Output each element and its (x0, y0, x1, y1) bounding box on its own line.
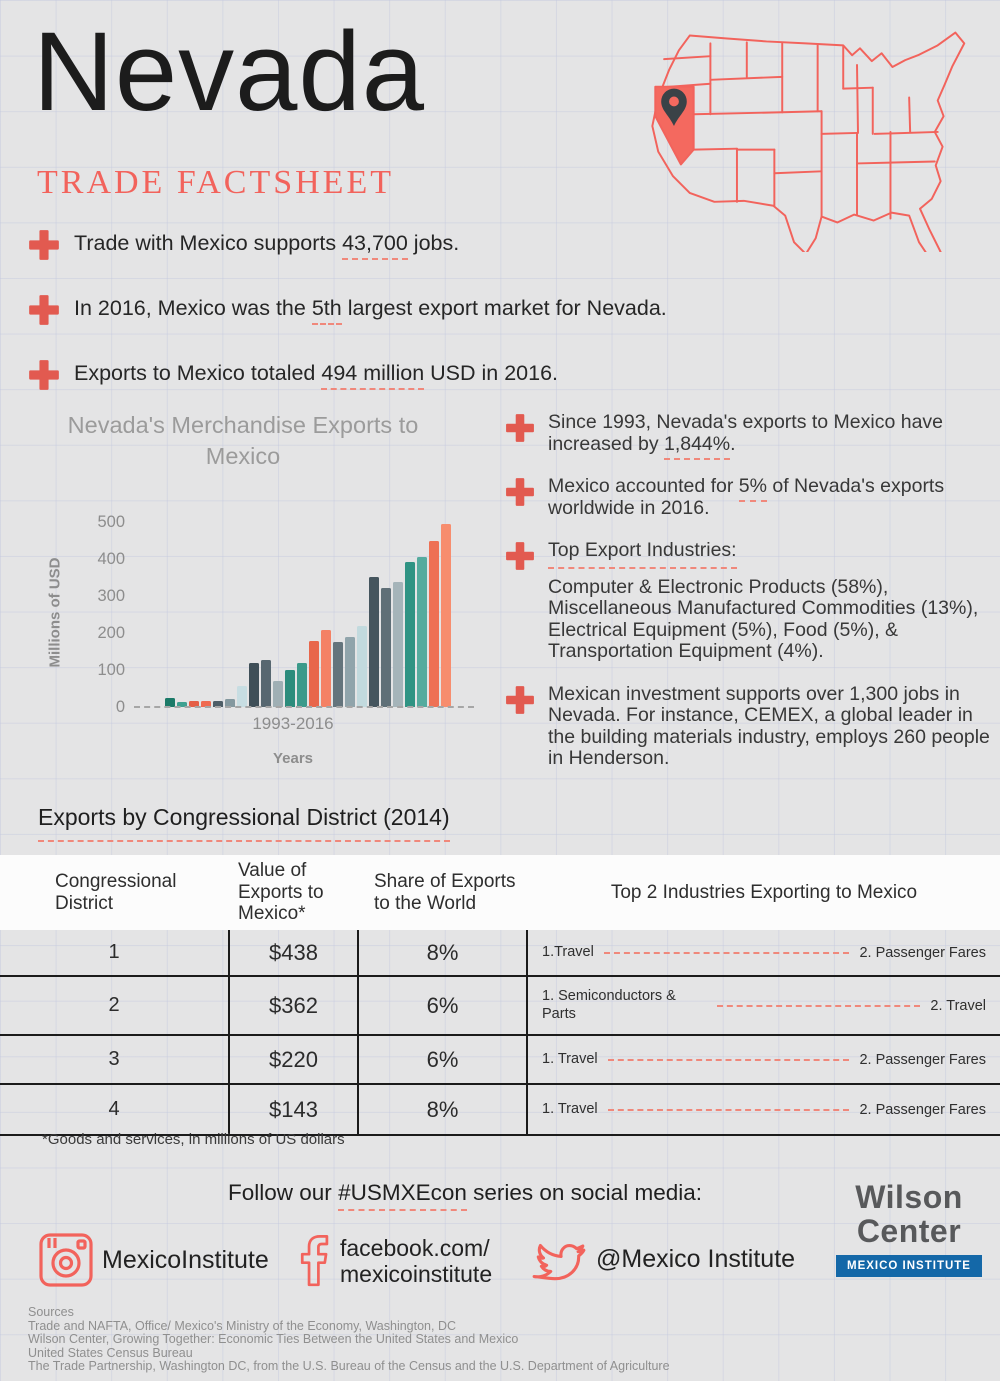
value-cell: $438 (230, 930, 359, 975)
district-table-body (0, 930, 1000, 1136)
facebook-link[interactable] (298, 1230, 492, 1292)
plus-icon (505, 685, 535, 720)
table-row-district-2 (0, 977, 1000, 1036)
chart-y-ticks (63, 513, 125, 716)
bar-1999 (237, 686, 247, 707)
source-line-2: Wilson Center, Growing Together: Economic Ties Between the United States and Mexico (28, 1332, 519, 1346)
y-tick-0: 0 (115, 698, 125, 716)
twitter-icon (530, 1233, 588, 1285)
industry-1: 1.Travel (542, 943, 594, 960)
bar-2015 (429, 541, 439, 707)
page-title: Nevada (33, 9, 426, 134)
dashed-connector (608, 1059, 850, 1061)
sources-title: Sources (28, 1305, 74, 1319)
industry-2: 2. Travel (930, 997, 986, 1014)
share-cell: 6% (359, 977, 528, 1034)
key-fact-text: In 2016, Mexico was the 5th largest export market for Nevada. (74, 293, 667, 324)
industry-1: 1. Travel (542, 1100, 598, 1117)
page-subtitle: TRADE FACTSHEET (37, 164, 394, 201)
instagram-link[interactable] (38, 1232, 269, 1288)
chart-x-axis-label: Years (272, 750, 314, 767)
bar-2014 (417, 557, 427, 707)
header-value-of-exports: Value of Exports to Mexico* (238, 859, 324, 925)
header-congressional-district: Congressional District (55, 870, 177, 914)
chart-y-axis-label: Millions of USD (46, 557, 64, 668)
bar-2008 (345, 637, 355, 707)
side-facts (505, 412, 991, 791)
side-fact-share (505, 476, 991, 519)
key-fact-export-total (28, 358, 958, 396)
bar-2005 (309, 641, 319, 707)
hashtag: #USMXEcon (338, 1180, 467, 1211)
chart-baseline (134, 706, 474, 708)
wilson-logo-banner: MEXICO INSTITUTE (836, 1255, 982, 1277)
side-fact-text: Mexico accounted for 5% of Nevada's exports worldwide in 2016. (548, 475, 945, 519)
side-fact-industries (505, 540, 991, 663)
table-footnote: *Goods and services, in millions of US dollars (42, 1131, 345, 1148)
value-cell: $220 (230, 1036, 359, 1083)
bar-2016 (441, 524, 451, 707)
industries-cell (528, 977, 1000, 1034)
industries-cell (528, 1085, 1000, 1134)
plus-icon (28, 359, 60, 396)
exports-bar-chart (28, 408, 478, 778)
side-fact-text: Mexican investment supports over 1,300 jobs in Nevada. For instance, CEMEX, a global leader in the building materials industry, employs 260 people in Henderson. (548, 682, 990, 769)
y-tick-200: 200 (97, 624, 125, 642)
header-share-of-exports: Share of Exports to the World (374, 870, 516, 914)
bar-2000 (249, 663, 259, 707)
chart-title: Nevada's Merchandise Exports to Mexico (67, 412, 419, 469)
y-tick-100: 100 (97, 661, 125, 679)
industry-2: 2. Passenger Fares (859, 1051, 986, 1068)
header-top-industries: Top 2 Industries Exporting to Mexico (610, 881, 918, 903)
y-tick-400: 400 (97, 550, 125, 568)
plus-icon (28, 229, 60, 266)
follow-heading: Follow our #USMXEcon series on social media: (120, 1180, 810, 1206)
district-cell: 2 (0, 977, 230, 1034)
y-tick-500: 500 (97, 513, 125, 531)
key-fact-text: Trade with Mexico supports 43,700 jobs. (74, 228, 459, 259)
wilson-center-logo (836, 1180, 982, 1277)
industry-1: 1. Semiconductors & Parts (542, 988, 676, 1022)
industry-2: 2. Passenger Fares (859, 1101, 986, 1118)
district-table-title: Exports by Congressional District (2014) (38, 804, 450, 842)
chart-x-range-label: 1993-2016 (252, 714, 334, 733)
facebook-handle: facebook.com/ mexicoinstitute (340, 1235, 493, 1287)
value-cell: $362 (230, 977, 359, 1034)
table-row-district-3 (0, 1036, 1000, 1085)
bar-2004 (297, 663, 307, 707)
twitter-link[interactable] (530, 1233, 795, 1285)
y-tick-300: 300 (97, 587, 125, 605)
share-cell: 8% (359, 1085, 528, 1134)
source-line-3: United States Census Bureau (28, 1345, 193, 1360)
top-export-industries-title: Top Export Industries: (548, 540, 737, 569)
side-fact-text (548, 540, 991, 663)
plus-icon (505, 541, 535, 576)
key-fact-jobs (28, 228, 958, 266)
dashed-connector (608, 1109, 850, 1111)
bar-2001 (261, 660, 271, 707)
district-cell: 3 (0, 1036, 230, 1083)
plus-icon (505, 413, 535, 448)
share-cell: 6% (359, 1036, 528, 1083)
dashed-connector (717, 1005, 920, 1007)
dashed-connector (604, 952, 850, 954)
key-fact-export-market (28, 293, 958, 331)
industry-2: 2. Passenger Fares (859, 944, 986, 961)
source-line-1: Trade and NAFTA, Office/ Mexico's Ministry of the Economy, Washington, DC (28, 1318, 456, 1333)
chart-bars (165, 522, 451, 707)
district-cell: 4 (0, 1085, 230, 1134)
plus-icon (505, 477, 535, 512)
bar-2011 (381, 588, 391, 707)
side-fact-text: Since 1993, Nevada's exports to Mexico have increased by 1,844%. (548, 412, 991, 455)
wilson-logo-line1: Wilson (855, 1179, 963, 1215)
district-table-header (0, 855, 1000, 930)
sources (28, 1306, 670, 1374)
bar-2006 (321, 630, 331, 707)
plus-icon (28, 294, 60, 331)
industries-cell (528, 1036, 1000, 1083)
wilson-logo-line2: Center (856, 1213, 962, 1249)
bar-2012 (393, 582, 403, 707)
side-fact-investment (505, 684, 991, 770)
sources-lines (28, 1320, 670, 1374)
twitter-handle: @Mexico Institute (596, 1244, 796, 1273)
bar-2010 (369, 577, 379, 707)
district-table (0, 855, 1000, 1136)
bar-2007 (333, 642, 343, 707)
bar-2002 (273, 681, 283, 707)
industry-1: 1. Travel (542, 1050, 598, 1067)
side-fact-growth (505, 412, 991, 455)
table-row-district-1 (0, 930, 1000, 977)
facebook-icon (298, 1230, 332, 1292)
top-export-industries-body: Computer & Electronic Products (58%), Miscellaneous Manufactured Commodities (13%), Electrical Equipment (5%), Food (5%), & Transportation Equipment (4%). (548, 575, 979, 662)
share-cell: 8% (359, 930, 528, 975)
key-fact-text: Exports to Mexico totaled 494 million USD in 2016. (74, 358, 558, 389)
instagram-handle: MexicoInstitute (102, 1245, 269, 1274)
key-facts (28, 228, 958, 423)
bar-2003 (285, 670, 295, 707)
us-map-icon (598, 6, 994, 252)
instagram-icon (38, 1232, 94, 1288)
bar-2013 (405, 562, 415, 707)
bar-2009 (357, 626, 367, 707)
table-row-district-4 (0, 1085, 1000, 1136)
industries-cell (528, 930, 1000, 975)
us-map (598, 6, 994, 252)
value-cell: $143 (230, 1085, 359, 1134)
district-cell: 1 (0, 930, 230, 975)
source-line-4: The Trade Partnership, Washington DC, from the U.S. Bureau of the Census and the U.S. Department of Agriculture (28, 1359, 670, 1373)
